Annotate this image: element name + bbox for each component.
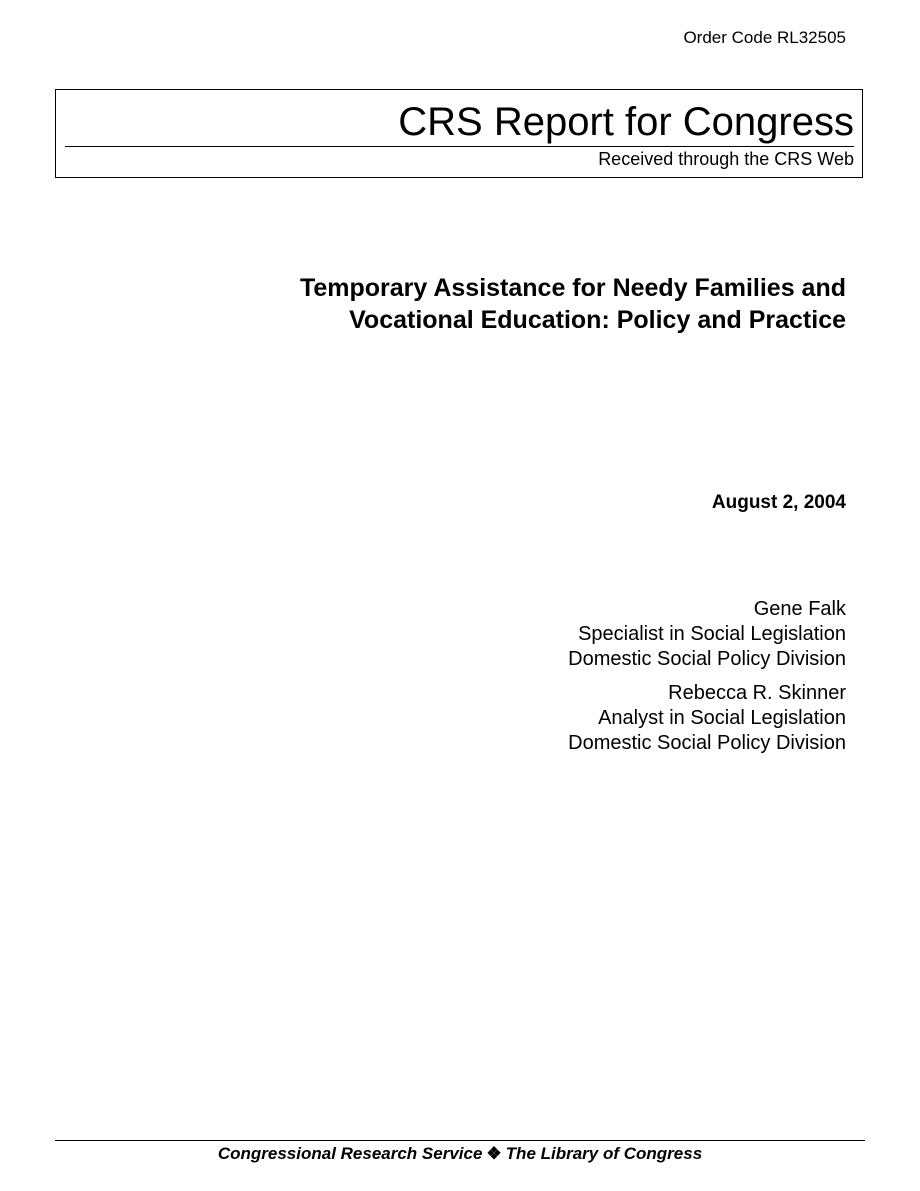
author-name: Rebecca R. Skinner — [668, 682, 846, 704]
footer — [0, 1143, 920, 1165]
report-title — [146, 272, 846, 336]
report-title-line: Temporary Assistance for Needy Families and — [299, 274, 846, 302]
report-title-line: Vocational Education: Policy and Practice — [349, 306, 846, 334]
author-position: Analyst in Social Legislation — [598, 707, 846, 729]
author-block — [568, 597, 846, 672]
report-header-box — [55, 89, 863, 178]
author-block — [568, 681, 846, 756]
header-subtitle: Received through the CRS Web — [598, 149, 854, 169]
author-division: Domestic Social Policy Division — [568, 732, 846, 754]
footer-divider — [55, 1140, 865, 1141]
author-name: Gene Falk — [753, 598, 846, 620]
author-position: Specialist in Social Legislation — [578, 623, 846, 645]
footer-publisher: Congressional Research Service — [217, 1144, 483, 1163]
order-code: Order Code RL32505 — [683, 28, 846, 47]
footer-separator-icon: ❖ — [486, 1144, 502, 1163]
report-date: August 2, 2004 — [711, 492, 846, 513]
header-divider — [65, 146, 854, 147]
author-division: Domestic Social Policy Division — [568, 648, 846, 670]
authors-list — [568, 597, 846, 765]
footer-library: The Library of Congress — [505, 1144, 703, 1163]
header-title: CRS Report for Congress — [398, 100, 854, 144]
